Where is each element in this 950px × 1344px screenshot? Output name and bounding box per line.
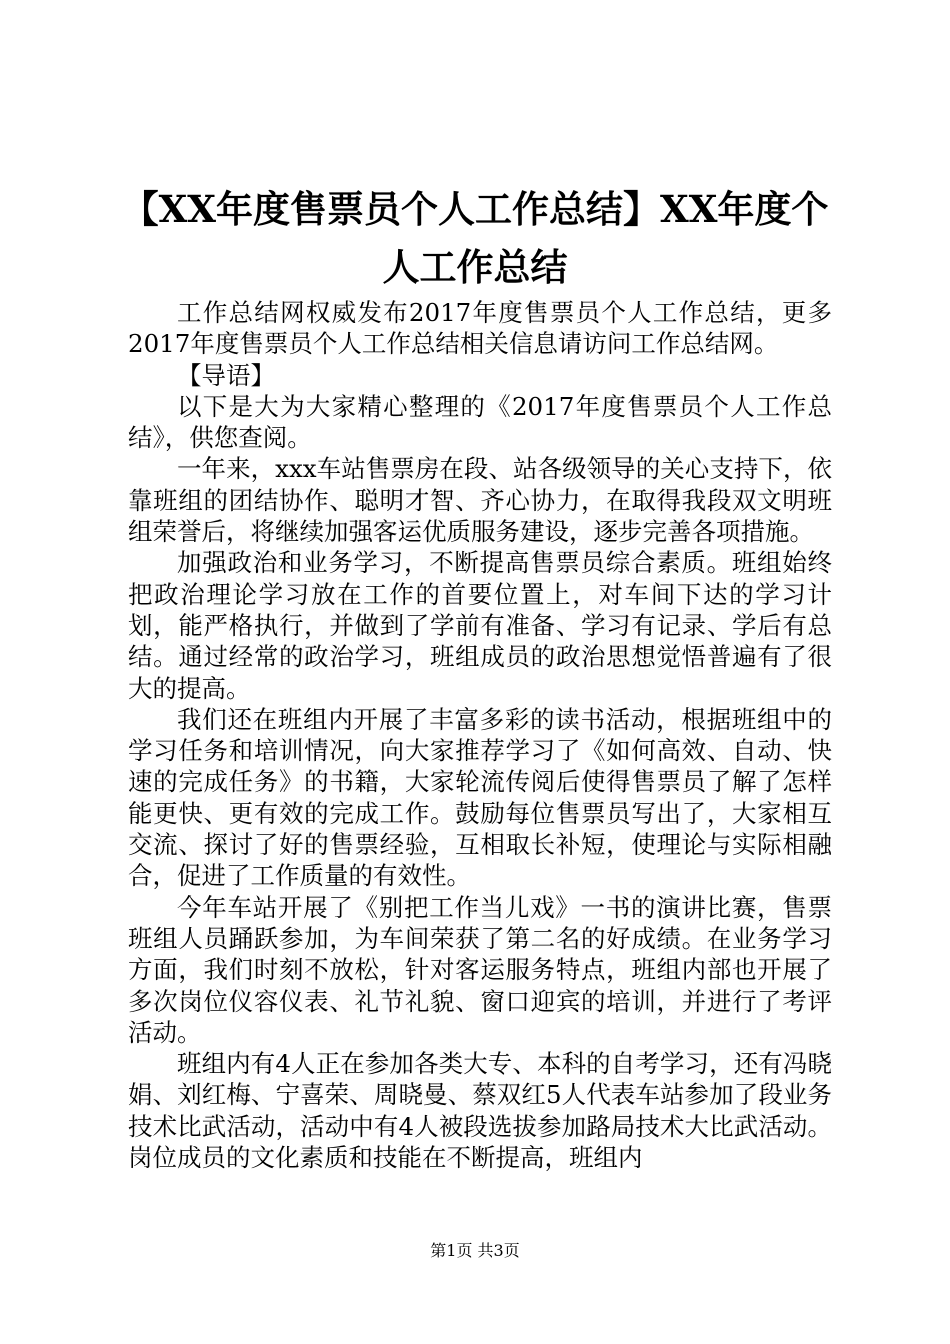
paragraph: 以下是大为大家精心整理的《2017年度售票员个人工作总结》，供您查阅。 xyxy=(128,391,832,453)
paragraph: 【导语】 xyxy=(177,360,275,390)
document-title: 【XX年度售票员个人工作总结】XX年度个人工作总结 xyxy=(121,187,829,289)
document-body xyxy=(128,297,832,1173)
paragraph: 加强政治和业务学习，不断提高售票员综合素质。班组始终把政治理论学习放在工作的首要位置上，对车间下达的学习计划，能严格执行，并做到了学前有准备、学习有记录、学后有总结。通过经常的政治学习，班组成员的政治思想觉悟普遍有了很大的提高。 xyxy=(128,548,832,703)
paragraph: 班组内有4人正在参加各类大专、本科的自考学习，还有冯晓娟、刘红梅、宁喜荣、周晓曼、蔡双红5人代表车站参加了段业务技术比武活动，活动中有4人被段选拔参加路局技术大比武活动。岗位成员的文化素质和技能在不断提高，班组内 xyxy=(128,1049,832,1173)
paragraph: 我们还在班组内开展了丰富多彩的读书活动，根据班组中的学习任务和培训情况，向大家推荐学习了《如何高效、自动、快速的完成任务》的书籍，大家轮流传阅后使得售票员了解了怎样能更快、更有效的完成工作。鼓励每位售票员写出了，大家相互交流、探讨了好的售票经验，互相取长补短，使理论与实际相融合，促进了工作质量的有效性。 xyxy=(128,704,832,891)
paragraph: 工作总结网权威发布2017年度售票员个人工作总结，更多2017年度售票员个人工作总结相关信息请访问工作总结网。 xyxy=(128,298,832,359)
page-number-footer: 第1页 共3页 xyxy=(430,1241,520,1260)
paragraph: 今年车站开展了《别把工作当儿戏》一书的演讲比赛，售票班组人员踊跃参加，为车间荣获了第二名的好成绩。在业务学习方面，我们时刻不放松，针对客运服务特点，班组内部也开展了多次岗位仪容仪表、礼节礼貌、窗口迎宾的培训，并进行了考评活动。 xyxy=(128,892,832,1047)
paragraph: 一年来，xxx车站售票房在段、站各级领导的关心支持下，依靠班组的团结协作、聪明才智、齐心协力，在取得我段双文明班组荣誉后，将继续加强客运优质服务建设，逐步完善各项措施。 xyxy=(128,454,832,547)
